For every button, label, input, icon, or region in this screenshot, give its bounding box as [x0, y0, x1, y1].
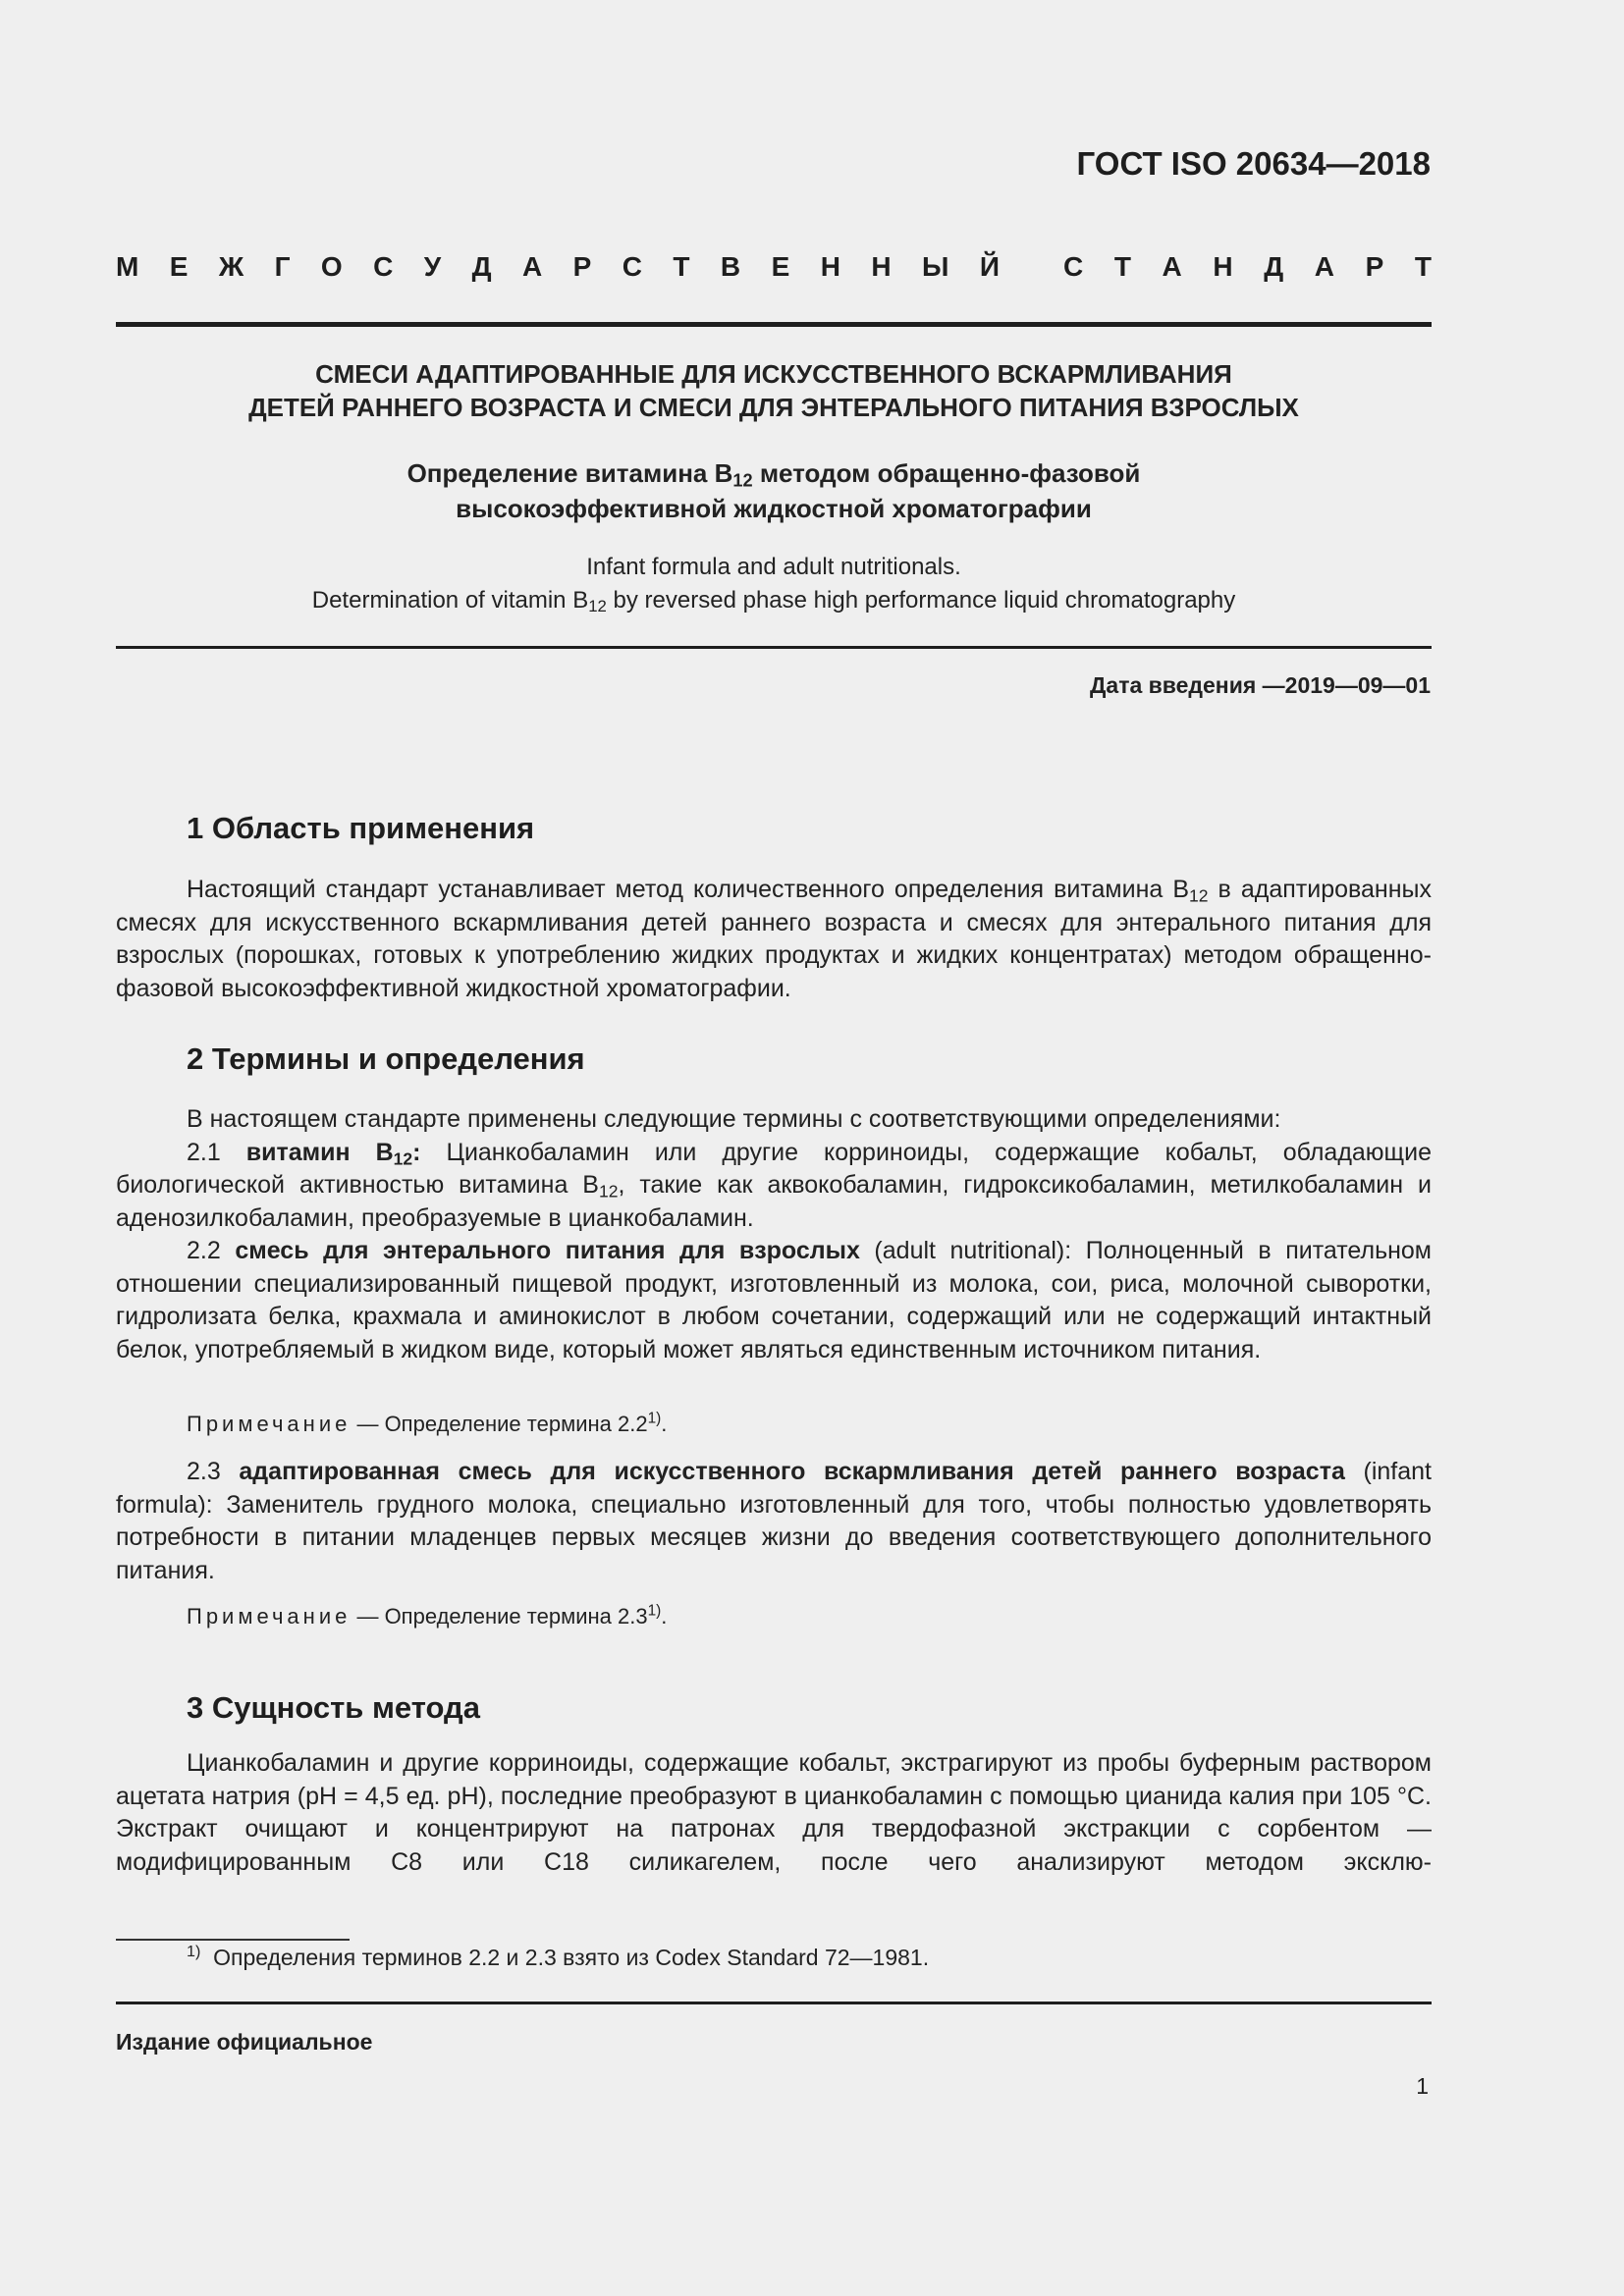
banner-letter: С [373, 251, 394, 282]
banner-letter: Р [572, 251, 592, 282]
banner-letter: Е [169, 251, 189, 282]
banner-letter: У [423, 251, 442, 282]
top-rule [116, 322, 1432, 327]
term-2-2: 2.2 смесь для энтерального питания для взрослых (adult nutritional): Полноценный в питательном отношении специализированный пищевой продукт, изготовленный из молока, сои, риса, молочной сыворотки, гидролизата белка, крахмала и аминокислот в любом сочетании, содержащий или не содержащий интактный белок, употребляемый в жидком виде, который может являться единственным источником питания. [116, 1237, 1432, 1363]
banner-letter: Е [771, 251, 790, 282]
banner-letter: Й [979, 251, 1000, 282]
effective-date: Дата введения —2019—09—01 [1090, 672, 1431, 698]
banner-word-interstate [116, 251, 1000, 283]
terms-intro: В настоящем стандарте применены следующие термины с соответствующими определениями: [187, 1105, 1281, 1133]
banner-word-standard [1063, 251, 1432, 283]
banner-letter: А [521, 251, 543, 282]
banner-letter: Т [1414, 251, 1432, 282]
term-2-3-block [116, 1456, 1432, 1587]
document-number: ГОСТ ISO 20634—2018 [1076, 145, 1431, 182]
banner-letter: Т [673, 251, 690, 282]
section-1-heading: 1 Область применения [187, 811, 535, 845]
english-title-line-2: Determination of vitamin $B_{12}$ by reversed phase high performance liquid chromatography [311, 587, 1236, 616]
term-2-3: 2.3 адаптированная смесь для искусственного вскармливания детей раннего возраста (infant formula): Заменитель грудного молока, специально изготовленный для того, чтобы полностью удовлетворять потребности в питании младенцев первых месяцев жизни до введения соответствующего дополнительного питания. [116, 1458, 1432, 1584]
section-2-terms [116, 1103, 1432, 1366]
title-bottom-rule [116, 646, 1432, 649]
document-title [116, 357, 1432, 424]
section-1-paragraph: Настоящий стандарт устанавливает метод количественного определения витамина $В_{12}$ в адаптированных смесях для искусственного вскармливания детей раннего возраста и смесях для энтерального питания для взрослых (порошках, готовых к употреблению жидких продуктах и жидких концентратах) методом обращенно-фазовой высокоэффективной жидкостной хроматографии. [116, 876, 1432, 1002]
footer-rule [116, 2002, 1432, 2004]
document-subtitle [116, 455, 1432, 526]
footnote-rule [116, 1939, 350, 1941]
banner-letter: Ы [922, 251, 949, 282]
standard-banner [116, 251, 1432, 283]
subtitle-line-2: высокоэффективной жидкостной хроматографии [456, 494, 1092, 523]
section-3-heading: 3 Сущность метода [187, 1690, 480, 1725]
official-edition-label: Издание официальное [116, 2029, 373, 2055]
english-title [116, 551, 1432, 617]
note-2-2: Примечание — Определение термина 2.2$^{1)}$. [187, 1410, 668, 1436]
banner-letter: Д [471, 251, 492, 282]
banner-letter: А [1314, 251, 1334, 282]
banner-letter: С [1063, 251, 1084, 282]
banner-letter: О [320, 251, 343, 282]
term-2-1: 2.1 витамин $В_{12}$: Цианкобаламин или другие корриноиды, содержащие кобальт, обладающие биологической активностью витамина $В_{12}$, такие как аквокобаламин, гидроксикобаламин, метилкобаламин и аденозилкобаламин, преобразуемые в цианкобаламин. [116, 1138, 1432, 1232]
title-line-2: ДЕТЕЙ РАННЕГО ВОЗРАСТА И СМЕСИ ДЛЯ ЭНТЕРАЛЬНОГО ПИТАНИЯ ВЗРОСЛЫХ [248, 393, 1299, 422]
section-3-paragraph: Цианкобаламин и другие корриноиды, содержащие кобальт, экстрагируют из пробы буферным раствором ацетата натрия (pH = 4,5 ед. pH), последние преобразуют в цианкобаламин с помощью цианида калия при 105 °С. Экстракт очищают и концентрируют на патронах для твердофазной экстракции с сорбентом — модифицированным С8 или С18 силикагелем, после чего анализируют методом эксклю- [116, 1749, 1432, 1876]
banner-letter: Н [871, 251, 892, 282]
banner-letter: Т [1113, 251, 1131, 282]
banner-letter: М [116, 251, 139, 282]
banner-letter: Д [1264, 251, 1284, 282]
subtitle-line-1: Определение витамина $В_{12}$ методом обращенно-фазовой [406, 458, 1141, 491]
footnote: $^{1)}$ Определения терминов 2.2 и 2.3 взято из Codex Standard 72—1981. [187, 1943, 930, 1970]
banner-letter: А [1162, 251, 1182, 282]
banner-letter: Ж [218, 251, 244, 282]
banner-letter: В [720, 251, 741, 282]
english-title-line-1: Infant formula and adult nutritionals. [586, 554, 961, 580]
banner-letter: Р [1365, 251, 1384, 282]
title-line-1: СМЕСИ АДАПТИРОВАННЫЕ ДЛЯ ИСКУССТВЕННОГО ВСКАРМЛИВАНИЯ [315, 359, 1232, 389]
section-2-heading: 2 Термины и определения [187, 1041, 585, 1076]
banner-letter: С [622, 251, 642, 282]
banner-letter: Г [274, 251, 291, 282]
banner-letter: Н [1213, 251, 1233, 282]
note-2-3: Примечание — Определение термина 2.3$^{1)}$. [187, 1602, 668, 1629]
page-number: 1 [1416, 2073, 1429, 2099]
banner-letter: Н [820, 251, 840, 282]
